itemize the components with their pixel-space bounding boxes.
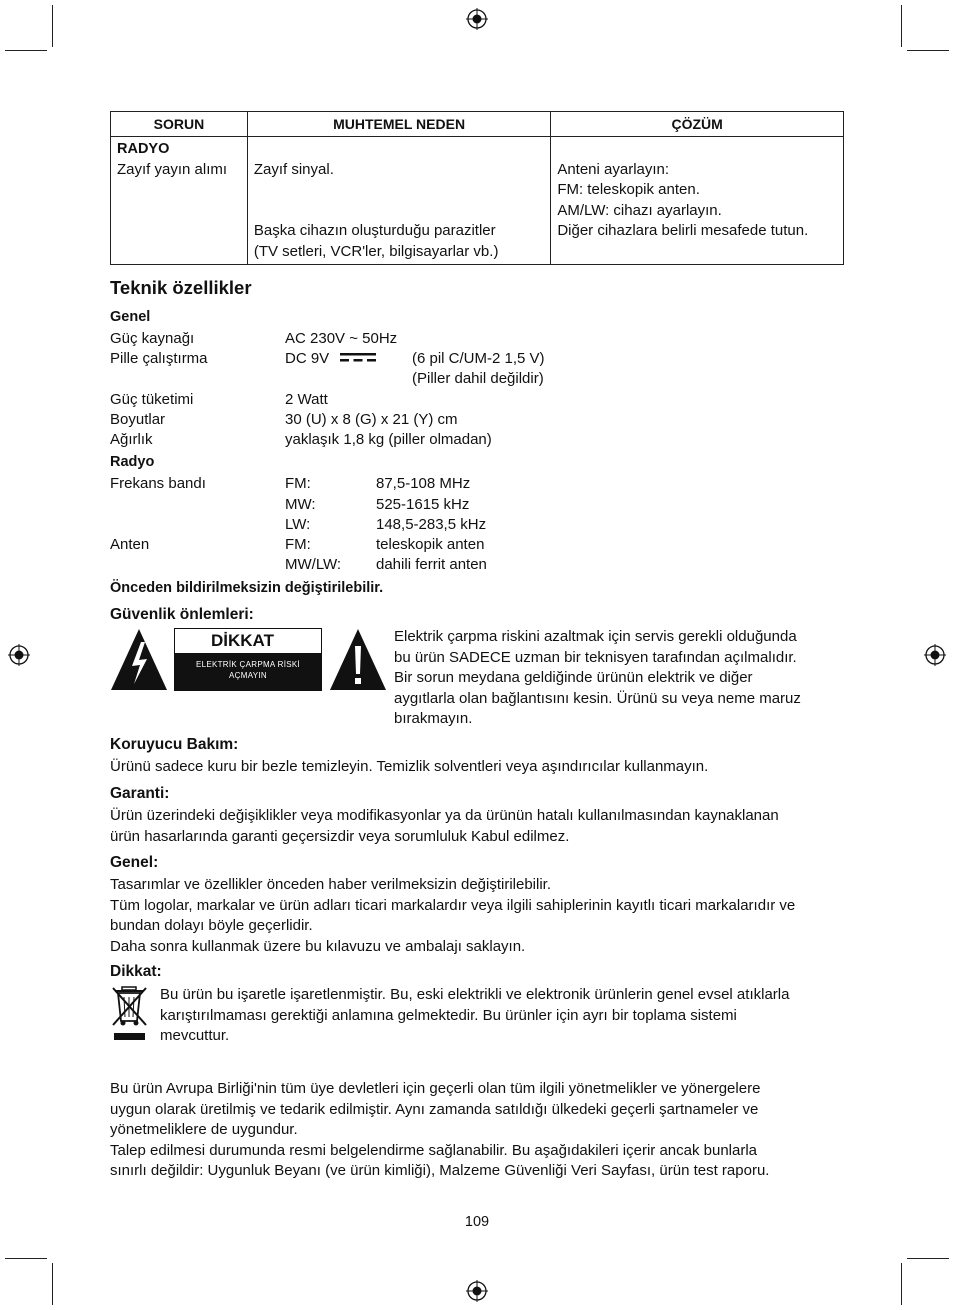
spec-label: Güç kaynağı [110, 330, 195, 347]
spec-row [110, 410, 458, 430]
spec-value: yaklaşık 1,8 kg (piller olmadan) [285, 431, 492, 448]
safety-line: Elektrik çarpma riskini azaltmak için servis gerekli olduğunda [394, 628, 797, 645]
safety-text [394, 627, 844, 730]
crop-mark [5, 50, 47, 51]
spec-row [110, 535, 485, 555]
body-line: sınırlı değildir: Uygunluk Beyanı (ve ürün kimliği), Malzeme Güvenliği Veri Sayfası, ürün test raporu. [110, 1162, 770, 1179]
dikkat-subtext: ELEKTRİK ÇARPMA RİSKİ [195, 660, 301, 669]
spec-label: Frekans bandı [110, 475, 206, 492]
spec-label: Ağırlık [110, 431, 153, 448]
spec-value: teleskopik anten [376, 536, 485, 553]
registration-mark-icon [466, 1280, 488, 1302]
troubleshooting-table [110, 111, 844, 265]
crop-mark [907, 50, 949, 51]
body-line: ürün hasarlarında garanti geçersizdir veya sorumluluk Kabul edilmez. [110, 827, 570, 845]
spec-value: 30 (U) x 8 (G) x 21 (Y) cm [285, 411, 458, 428]
body-line: Tasarımlar ve özellikler önceden haber verilmeksizin değiştirilebilir. [110, 876, 552, 893]
spec-row [110, 390, 328, 410]
solution-cell [551, 137, 844, 265]
problem-cell [111, 137, 248, 265]
solution-text: FM: teleskopik anten. [557, 181, 700, 198]
lightning-warning-icon [110, 628, 168, 691]
exclamation-warning-icon [329, 628, 387, 691]
body-text: Ürünü sadece kuru bir bezle temizleyin. Temizlik solventleri veya aşındırıcılar kullanmayın. [110, 758, 709, 775]
dc-symbol-icon [340, 352, 376, 364]
table-header-row [111, 112, 844, 137]
body-text-block [160, 985, 789, 1047]
section-title: Genel: [110, 854, 159, 871]
safety-line: aygıtlarla olan bağlantısını kesin. Ürünü su veya neme maruz [394, 689, 801, 707]
crop-mark [907, 1258, 949, 1259]
body-line: uygun olarak üretilmiş ve tedarik edilmiştir. Aynı zamanda satıldığı ülkedeki geçerli şartnameler ve [110, 1100, 759, 1118]
body-text-block [110, 1079, 769, 1182]
solution-text: Diğer cihazlara belirli mesafede tutun. [557, 222, 809, 239]
spec-value: 87,5-108 MHz [376, 475, 471, 492]
crop-mark [5, 1258, 47, 1259]
spec-sublabel: MW/LW: [285, 556, 342, 573]
column-header: SORUN [111, 112, 248, 137]
body-text-block [110, 875, 795, 957]
spec-label: Pille çalıştırma [110, 350, 208, 367]
section-title: Güvenlik önlemleri: [110, 606, 254, 623]
dikkat-label-box [174, 628, 322, 691]
spec-label: Anten [110, 536, 150, 553]
body-text-block [110, 806, 779, 847]
page-number: 109 [464, 1214, 490, 1230]
crop-mark [52, 5, 53, 47]
section-title: Teknik özellikler [110, 277, 252, 298]
problem-text: Zayıf yayın alımı [117, 160, 228, 178]
body-line: Bu ürün bu işaretle işaretlenmiştir. Bu, eski elektrikli ve elektronik ürünlerin genel evsel atıklarla [160, 986, 790, 1003]
body-line: Ürün üzerindeki değişiklikler veya modifikasyonlar ya da ürünün hatalı kullanılmasından kaynaklanan [110, 807, 779, 824]
spec-value: AC 230V ~ 50Hz [285, 330, 398, 347]
spec-label: Boyutlar [110, 411, 166, 428]
table-row [111, 137, 844, 265]
body-line: Daha sonra kullanmak üzere bu kılavuzu ve ambalajı saklayın. [110, 937, 526, 955]
solution-text: AM/LW: cihazı ayarlayın. [557, 201, 722, 219]
body-line: Bu ürün Avrupa Birliği'nin tüm üye devletleri için geçerli olan tüm ilgili yönetmelikler ve yönergelere [110, 1080, 761, 1097]
subsection-title: Genel [110, 309, 151, 325]
dikkat-subtext: AÇMAYIN [229, 671, 267, 680]
body-line: yönetmeliklere de uygundur. [110, 1121, 298, 1138]
column-header: ÇÖZÜM [551, 112, 844, 137]
notice-text: Önceden bildirilmeksizin değiştirilebilir. [110, 580, 384, 596]
spec-note: (Piller dahil değildir) [412, 370, 544, 387]
cause-cell [247, 137, 550, 265]
registration-mark-icon [8, 644, 30, 666]
spec-sublabel: FM: [285, 475, 311, 492]
dikkat-subtext-box [175, 653, 321, 690]
solution-text: Anteni ayarlayın: [557, 160, 670, 178]
spec-value: dahili ferrit anten [376, 556, 487, 573]
spec-note: (6 pil C/UM-2 1,5 V) [412, 350, 545, 367]
spec-row [110, 329, 398, 349]
column-header: MUHTEMEL NEDEN [247, 112, 550, 137]
body-line: Tüm logolar, markalar ve ürün adları ticari markalardır veya ilgili sahiplerinin kayıtlı ticari markalarıdır ve [110, 896, 796, 914]
cause-text: Zayıf sinyal. [253, 160, 334, 178]
cause-text: Başka cihazın oluşturduğu parazitler [253, 222, 496, 239]
crop-mark [901, 1263, 902, 1305]
section-title: Dikkat: [110, 963, 162, 980]
registration-mark-icon [466, 8, 488, 30]
body-line: Talep edilmesi durumunda resmi belgelendirme sağlanabilir. Bu aşağıdakileri içerir ancak bunlarla [110, 1141, 758, 1159]
spec-sublabel: LW: [285, 516, 311, 533]
section-title: Koruyucu Bakım: [110, 736, 239, 753]
spec-value: DC 9V [285, 350, 330, 367]
cause-text: (TV setleri, VCR'ler, bilgisayarlar vb.) [253, 242, 499, 260]
crossed-bin-icon [110, 985, 150, 1043]
safety-line: bırakmayın. [394, 710, 473, 727]
spec-row [110, 349, 545, 387]
crop-mark [52, 1263, 53, 1305]
safety-line: bu ürün SADECE uzman bir teknisyen tarafından açılmalıdır. [394, 648, 797, 666]
body-line: bundan dolayı böyle geçerlidir. [110, 917, 313, 934]
registration-mark-icon [924, 644, 946, 666]
spec-value: 2 Watt [285, 391, 328, 408]
spec-row [110, 474, 471, 494]
spec-row [110, 430, 492, 450]
spec-label: Güç tüketimi [110, 391, 194, 408]
spec-sublabel: MW: [285, 496, 316, 513]
section-title: Garanti: [110, 785, 170, 802]
safety-line: Bir sorun meydana geldiğinde ürünün elektrik ve diğer [394, 669, 753, 686]
crop-mark [901, 5, 902, 47]
subsection-title: Radyo [110, 454, 155, 470]
body-line: karıştırılmaması gerektiği anlamına gelmektedir. Bu ürünler için ayrı bir toplama sistemi [160, 1006, 737, 1024]
spec-sublabel: FM: [285, 536, 311, 553]
body-line: mevcuttur. [160, 1027, 230, 1044]
spec-value: 525-1615 kHz [376, 496, 470, 513]
dikkat-title: DİKKAT [211, 631, 274, 650]
section-label: RADYO [117, 141, 170, 157]
spec-value: 148,5-283,5 kHz [376, 516, 487, 533]
